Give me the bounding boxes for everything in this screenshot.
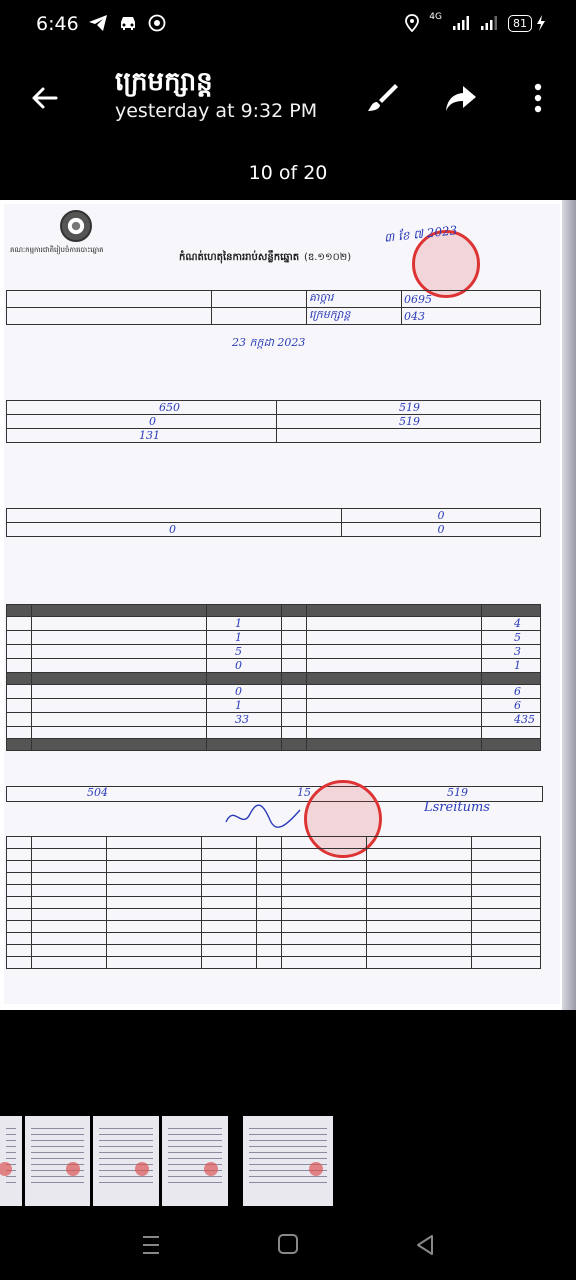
party-vote-right: 3 [514, 645, 521, 658]
stamp-date: ៣ ខែ ៧ 2023 [383, 223, 458, 245]
party-vote-left: 1 [235, 617, 242, 630]
table-row [7, 617, 541, 631]
zero-a: 0 [437, 509, 445, 522]
location-icon [405, 14, 419, 32]
document-image[interactable] [0, 200, 576, 1010]
nav-back-icon[interactable] [415, 1234, 435, 1256]
party-vote-left: 33 [235, 713, 249, 726]
table-row [7, 739, 541, 751]
status-time: 6:46 [36, 13, 79, 35]
system-nav-bar [0, 1220, 576, 1280]
title-block [115, 66, 317, 124]
image-counter: 10 of 20 [248, 162, 328, 184]
back-button[interactable] [24, 78, 64, 118]
status-bar [0, 0, 576, 52]
network-type: 4G [429, 12, 442, 22]
objections-table [6, 508, 541, 537]
thumbnail-item[interactable] [162, 1116, 228, 1206]
arrow-left-icon [30, 86, 58, 110]
party-vote-right: 5 [514, 631, 521, 644]
total-c: 131 [139, 429, 160, 442]
party-vote-left: 0 [235, 659, 242, 672]
signature-right: Lsreitums [424, 800, 490, 815]
share-button[interactable] [443, 80, 479, 116]
table-row [7, 631, 541, 645]
edit-button[interactable] [365, 80, 401, 116]
party-vote-right: 1 [514, 659, 521, 672]
thumbnail-item[interactable] [25, 1116, 90, 1206]
telegram-icon [88, 14, 108, 32]
party-votes-table [6, 604, 541, 751]
total-d: 519 [399, 401, 420, 414]
valid-votes: 504 [87, 786, 108, 799]
witness-table [6, 836, 541, 969]
car-icon [118, 15, 138, 31]
zero-b: 0 [169, 523, 176, 536]
zero-c: 0 [437, 523, 445, 536]
document-sheet [4, 204, 560, 1004]
battery-indicator [508, 15, 546, 32]
commune-value: គាច្ការ [307, 291, 402, 308]
app-bar [0, 52, 576, 144]
party-vote-left: 5 [235, 645, 242, 658]
thumbnail-item[interactable] [0, 1116, 22, 1206]
party-vote-left: 0 [235, 685, 242, 698]
brush-icon [365, 80, 401, 116]
document-authority: គណៈកម្មការជាតិរៀបចំការបោះឆ្នោត [10, 246, 104, 254]
total-votes: 519 [447, 786, 468, 799]
party-vote-right: 4 [514, 617, 521, 630]
party-vote-right: 435 [514, 713, 535, 726]
thumbnail-item[interactable] [93, 1116, 159, 1206]
party-vote-right: 6 [514, 699, 521, 712]
table-row [7, 645, 541, 659]
table-row [7, 713, 541, 727]
battery-level: 81 [508, 15, 532, 32]
timestamp: yesterday at 9:32 PM [115, 100, 318, 122]
table-row [7, 727, 541, 739]
document-form-code: (ឌ.១១០២) [304, 252, 352, 263]
recent-apps-icon[interactable] [141, 1234, 161, 1256]
emblem-icon [60, 210, 92, 242]
table-row [7, 659, 541, 673]
whatsapp-icon [148, 14, 166, 32]
total-a: 650 [159, 401, 180, 414]
document-heading: កំណត់ហេតុនៃការរាប់សន្លឹកឆ្នោត [179, 252, 300, 263]
charging-icon [536, 15, 546, 31]
total-b: 0 [149, 415, 156, 428]
district-value: ក្រេមក្សាន្ត [307, 308, 402, 325]
thumbnail-strip [0, 1116, 576, 1208]
signal-icon-2 [480, 15, 498, 31]
total-e: 519 [399, 415, 420, 428]
invalid-votes: 15 [297, 786, 311, 799]
chat-title: ក្រេមក្សាន្ត [115, 67, 213, 97]
table-row [7, 673, 541, 685]
party-vote-right: 6 [514, 685, 521, 698]
more-options-button[interactable] [524, 78, 552, 118]
table-row [7, 699, 541, 713]
home-icon[interactable] [278, 1234, 298, 1254]
table-row [7, 685, 541, 699]
station-sub: 043 [402, 308, 541, 325]
signature-left-icon [224, 802, 304, 832]
party-vote-left: 1 [235, 699, 242, 712]
photo-edge [562, 200, 576, 1010]
station-info-table [6, 290, 541, 325]
share-arrow-icon [443, 80, 479, 116]
party-vote-left: 1 [235, 631, 242, 644]
more-vertical-icon [524, 78, 552, 118]
document-date: 23 កក្កដា 2023 [232, 336, 306, 349]
table-row [7, 605, 541, 617]
station-number: 0695 [402, 291, 541, 308]
totals-table [6, 400, 541, 443]
thumbnail-item-current[interactable] [243, 1116, 333, 1206]
signal-icon [452, 15, 470, 31]
